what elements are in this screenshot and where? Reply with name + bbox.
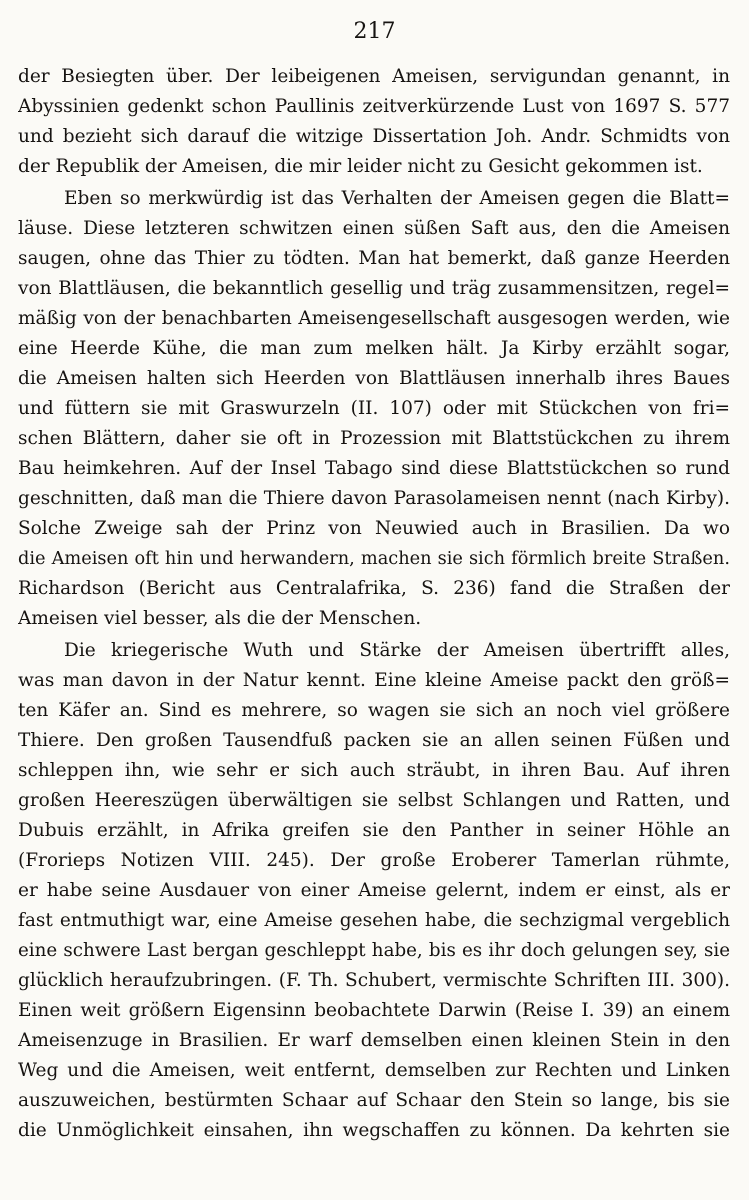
text-line: er habe seine Ausdauer von einer Ameise gelernt, indem er einst, als er [18, 880, 730, 901]
text-line: was man davon in der Natur kennt. Eine kleine Ameise packt den größ= [18, 670, 730, 691]
text-line: Die kriegerische Wuth und Stärke der Ameisen übertrifft alles, [64, 640, 730, 661]
text-line: fast entmuthigt war, eine Ameise gesehen habe, die sechzigmal vergeblich [18, 910, 730, 931]
text-line: Thiere. Den großen Tausendfuß packen sie an allen seinen Füßen und [18, 730, 730, 751]
text-line: und bezieht sich darauf die witzige Dissertation Joh. Andr. Schmidts von [18, 126, 730, 147]
text-line: geschnitten, daß man die Thiere davon Parasolameisen nennt (nach Kirby). [18, 488, 730, 509]
text-line: Ameisen viel besser, als die der Menschen. [18, 608, 422, 629]
text-line: Dubuis erzählt, in Afrika greifen sie den Panther in seiner Höhle an [18, 820, 730, 841]
text-line: der Republik der Ameisen, die mir leider nicht zu Gesicht gekommen ist. [18, 156, 703, 177]
text-line: saugen, ohne das Thier zu tödten. Man hat bemerkt, daß ganze Heerden [18, 248, 730, 269]
text-line: eine schwere Last bergan geschleppt habe, bis es ihr doch gelungen sey, sie [18, 940, 730, 961]
text-line: die Ameisen halten sich Heerden von Blattläusen innerhalb ihres Baues [18, 368, 730, 389]
text-line: Richardson (Bericht aus Centralafrika, S. 236) fand die Straßen der [18, 578, 730, 599]
text-line: läuse. Diese letzteren schwitzen einen süßen Saft aus, den die Ameisen [18, 218, 730, 239]
text-line: eine Heerde Kühe, die man zum melken hält. Ja Kirby erzählt sogar, [18, 338, 730, 359]
text-line: glücklich heraufzubringen. (F. Th. Schubert, vermischte Schriften III. 300). [18, 970, 730, 991]
page-number: 217 [353, 19, 396, 44]
text-line: und füttern sie mit Graswurzeln (II. 107) oder mit Stückchen von fri= [18, 398, 730, 419]
text-line: Bau heimkehren. Auf der Insel Tabago sind diese Blattstückchen so rund [18, 458, 730, 479]
text-line: Abyssinien gedenkt schon Paullinis zeitverkürzende Lust von 1697 S. 577 [18, 96, 730, 117]
text-line: schen Blättern, daher sie oft in Prozession mit Blattstückchen zu ihrem [18, 428, 730, 449]
text-line: Eben so merkwürdig ist das Verhalten der Ameisen gegen die Blatt= [64, 188, 730, 209]
text-line: großen Heereszügen überwältigen sie selbst Schlangen und Ratten, und [18, 790, 730, 811]
text-line: Weg und die Ameisen, weit entfernt, demselben zur Rechten und Linken [18, 1060, 730, 1081]
text-line: (Frorieps Notizen VIII. 245). Der große Eroberer Tamerlan rühmte, [18, 850, 730, 871]
text-line: schleppen ihn, wie sehr er sich auch sträubt, in ihren Bau. Auf ihren [18, 760, 730, 781]
text-line: die Ameisen oft hin und herwandern, machen sie sich förmlich breite Straßen. [18, 549, 730, 569]
text-line: Ameisenzuge in Brasilien. Er warf demselben einen kleinen Stein in den [18, 1030, 730, 1051]
text-line: auszuweichen, bestürmten Schaar auf Schaar den Stein so lange, bis sie [18, 1090, 730, 1111]
text-line: Solche Zweige sah der Prinz von Neuwied auch in Brasilien. Da wo [18, 518, 730, 539]
text-line: Einen weit größern Eigensinn beobachtete Darwin (Reise I. 39) an einem [18, 1000, 730, 1021]
text-line: die Unmöglichkeit einsahen, ihn wegschaffen zu können. Da kehrten sie [18, 1120, 730, 1141]
text-line: von Blattläusen, die bekanntlich gesellig und träg zusammensitzen, regel= [18, 278, 730, 299]
text-line: ten Käfer an. Sind es mehrere, so wagen sie sich an noch viel größere [18, 700, 730, 721]
text-line: der Besiegten über. Der leibeigenen Ameisen, servigundan genannt, in [18, 66, 730, 87]
text-line: mäßig von der benachbarten Ameisengesellschaft ausgesogen werden, wie [18, 308, 730, 329]
